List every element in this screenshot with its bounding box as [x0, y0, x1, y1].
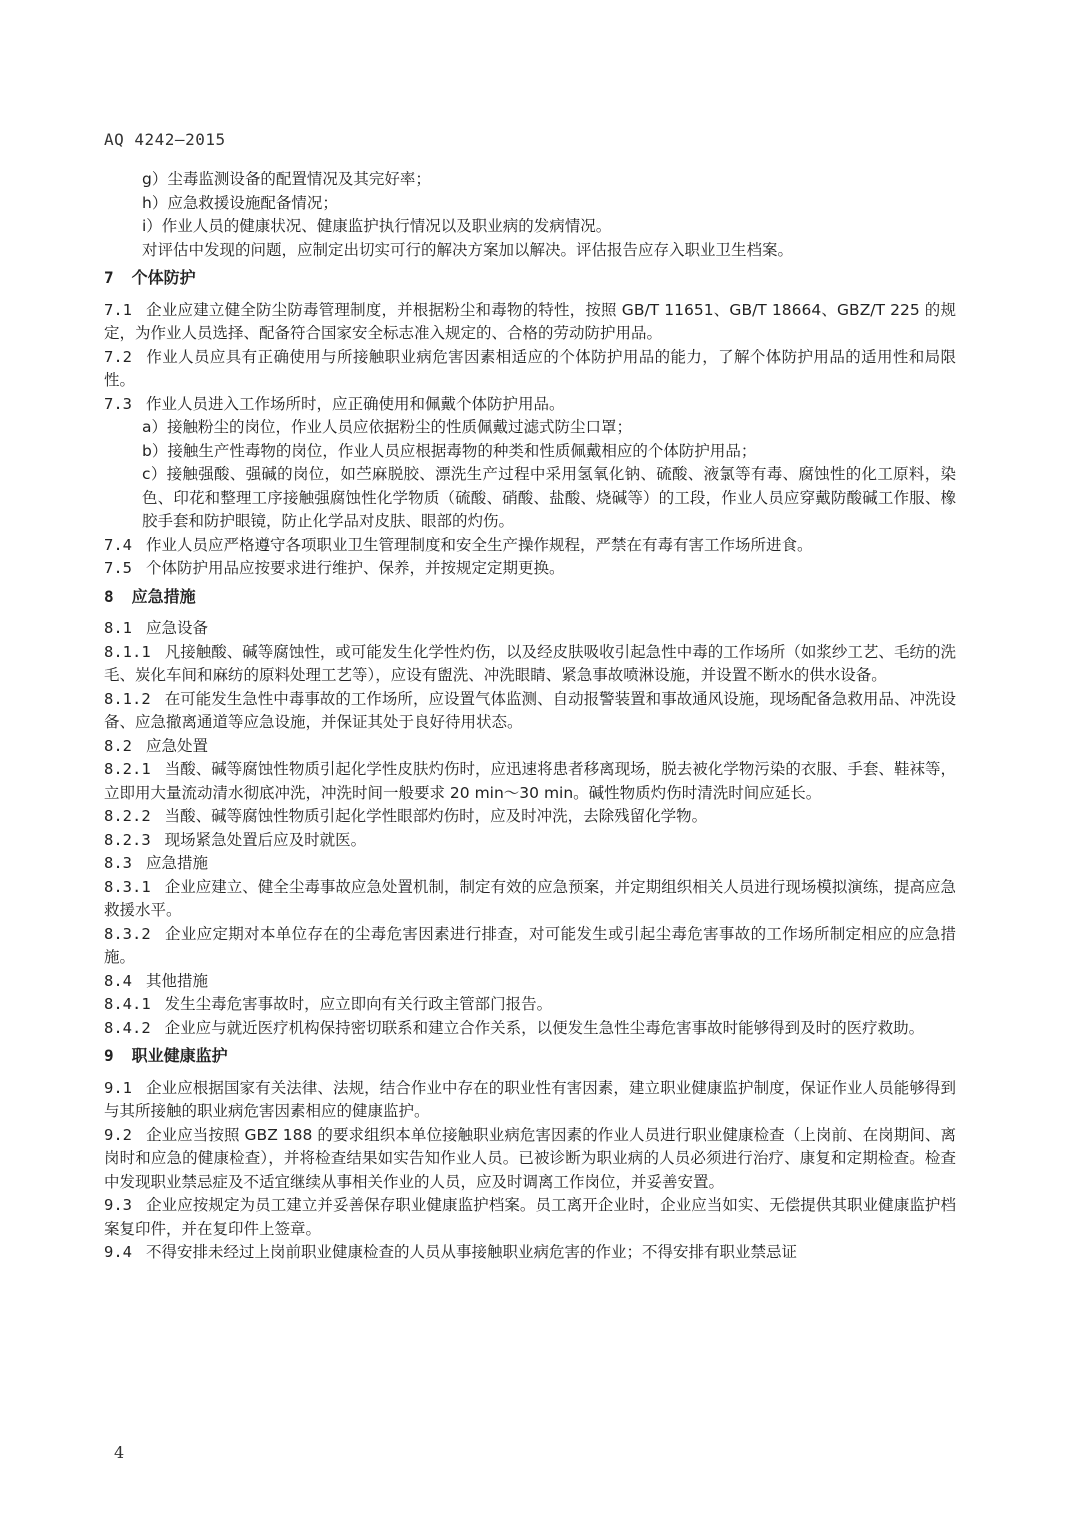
clause-number: 7.5 — [104, 559, 132, 577]
paragraph-text: 作业人员应具有正确使用与所接触职业病危害因素相适应的个体防护用品的能力，了解个体防护用品的适用性和局限性。 — [104, 347, 956, 389]
clause-paragraph — [104, 688, 956, 735]
paragraph-text: h）应急救援设施配备情况； — [142, 193, 338, 212]
clause-number: 8.4 — [104, 971, 132, 990]
section-heading — [104, 585, 956, 609]
paragraph-text: 作业人员进入工作场所时，应正确使用和佩戴个体防护用品。 — [146, 394, 565, 413]
clause-number: 8.4.2 — [104, 1018, 151, 1037]
paragraph-text: 企业应与就近医疗机构保持密切联系和建立合作关系，以便发生急性尘毒危害事故时能够得到及时的医疗救助。 — [164, 1018, 925, 1037]
clause-number: 8.3 — [104, 854, 132, 872]
clause-number: 9 — [104, 1046, 114, 1065]
paragraph-text: 应急措施 — [146, 854, 209, 872]
clause-number: 9.1 — [104, 1078, 132, 1097]
clause-paragraph — [104, 829, 956, 853]
clause-paragraph — [104, 993, 956, 1017]
clause-number: 8.2.3 — [104, 830, 151, 849]
clause-paragraph — [104, 393, 956, 417]
clause-number: 7.4 — [104, 535, 132, 554]
paragraph-text: 在可能发生急性中毒事故的工作场所，应设置气体监测、自动报警装置和事故通风设施，现场配备急救用品、冲洗设备、应急撤离通道等应急设施，并保证其处于良好待用状态。 — [104, 689, 956, 731]
paragraph-text: 企业应根据国家有关法律、法规，结合作业中存在的职业性有害因素，建立职业健康监护制度，保证作业人员能够得到与其所接触的职业病危害因素相应的健康监护。 — [104, 1078, 956, 1120]
paragraph-text: 个体防护用品应按要求进行维护、保养，并按规定定期更换。 — [146, 559, 565, 577]
clause-paragraph — [104, 970, 956, 994]
paragraph-text: 发生尘毒危害事故时，应立即向有关行政主管部门报告。 — [164, 995, 553, 1013]
paragraph-text: 应急处置 — [146, 736, 209, 755]
clause-number: 8.2 — [104, 736, 132, 755]
paragraph-text: c）接触强酸、强碱的岗位，如苎麻脱胶、漂洗生产过程中采用氢氧化钠、硫酸、液氯等有毒、腐蚀性的化工原料，染色、印花和整理工序接触强腐蚀性化学物质（硫酸、硝酸、盐酸、烧碱等）的工段，作业人员应穿戴防酸碱工作服、橡胶手套和防护眼镜，防止化学品对皮肤、眼部的灼伤。 — [142, 465, 956, 530]
list-item — [104, 192, 956, 216]
clause-paragraph — [104, 1017, 956, 1041]
clause-paragraph — [104, 1077, 956, 1124]
paragraph-text: 企业应按规定为员工建立并妥善保存职业健康监护档案。员工离开企业时，企业应当如实、无偿提供其职业健康监护档案复印件，并在复印件上签章。 — [104, 1196, 956, 1238]
list-item — [104, 239, 956, 263]
list-item — [104, 416, 956, 440]
clause-paragraph — [104, 1241, 956, 1265]
clause-number: 8.1.1 — [104, 642, 151, 661]
paragraph-text: i）作业人员的健康状况、健康监护执行情况以及职业病的发病情况。 — [142, 217, 612, 235]
clause-paragraph — [104, 923, 956, 970]
clause-paragraph — [104, 641, 956, 688]
paragraph-text: 其他措施 — [146, 971, 209, 990]
clause-paragraph — [104, 805, 956, 829]
clause-number: 7.3 — [104, 394, 132, 413]
paragraph-text: 应急设备 — [146, 619, 209, 637]
clause-number: 8.1.2 — [104, 689, 151, 708]
paragraph-text: b）接触生产性毒物的岗位，作业人员应根据毒物的种类和性质佩戴相应的个体防护用品； — [142, 441, 757, 460]
page-number: 4 — [114, 1443, 125, 1462]
paragraph-text: 当酸、碱等腐蚀性物质引起化学性皮肤灼伤时，应迅速将患者移离现场，脱去被化学物污染的衣服、手套、鞋袜等，立即用大量流动清水彻底冲洗，冲洗时间一般要求 20 min～30 min。碱性物质灼伤时清洗时间应延长。 — [104, 760, 956, 802]
paragraph-text: 当酸、碱等腐蚀性物质引起化学性眼部灼伤时，应及时冲洗，去除残留化学物。 — [164, 807, 708, 825]
clause-paragraph — [104, 534, 956, 558]
clause-number: 9.4 — [104, 1243, 132, 1261]
clause-number: 7.1 — [104, 300, 132, 319]
paragraph-text: 企业应建立健全防尘防毒管理制度，并根据粉尘和毒物的特性，按照 GB/T 11651、GB/T 18664、GBZ/T 225 的规定，为作业人员选择、配备符合国家安全标志准入规定的、合格的劳动防护用品。 — [104, 300, 956, 342]
paragraph-text: 企业应建立、健全尘毒事故应急处置机制，制定有效的应急预案，并定期组织相关人员进行现场模拟演练，提高应急救援水平。 — [104, 877, 956, 919]
clause-number: 7 — [104, 268, 114, 287]
clause-number: 8.2.2 — [104, 807, 151, 825]
clause-number: 8.2.1 — [104, 760, 151, 778]
clause-paragraph — [104, 876, 956, 923]
paragraph-text: g）尘毒监测设备的配置情况及其完好率； — [142, 170, 431, 188]
clause-number: 9.3 — [104, 1196, 132, 1214]
clause-number: 8.1 — [104, 619, 132, 637]
clause-number: 8.3.2 — [104, 924, 151, 943]
paragraph-text: 企业应当按照 GBZ 188 的要求组织本单位接触职业病危害因素的作业人员进行职业健康检查（上岗前、在岗期间、离岗时和应急的健康检查），并将检查结果如实告知作业人员。已被诊断为职业病的人员必须进行治疗、康复和定期检查。检查中发现职业禁忌症及不适宜继续从事相关作业的人员，应及时调离工作岗位，并妥善安置。 — [104, 1125, 956, 1191]
list-item — [104, 440, 956, 464]
paragraph-text: 作业人员应严格遵守各项职业卫生管理制度和安全生产操作规程，严禁在有毒有害工作场所进食。 — [146, 535, 813, 554]
paragraph-text: 凡接触酸、碱等腐蚀性，或可能发生化学性灼伤，以及经皮肤吸收引起急性中毒的工作场所（如浆纱工艺、毛纺的洗毛、炭化车间和麻纺的原料处理工艺等），应设有盥洗、冲洗眼睛、紧急事故喷淋设施，并设置不断水的供水设备。 — [104, 642, 956, 684]
list-item — [104, 168, 956, 192]
clause-paragraph — [104, 852, 956, 876]
paragraph-text: 企业应定期对本单位存在的尘毒危害因素进行排查，对可能发生或引起尘毒危害事故的工作场所制定相应的应急措施。 — [104, 924, 956, 966]
clause-paragraph — [104, 617, 956, 641]
paragraph-text: a）接触粉尘的岗位，作业人员应依据粉尘的性质佩戴过滤式防尘口罩； — [142, 418, 633, 436]
clause-paragraph — [104, 1194, 956, 1241]
clause-number: 7.2 — [104, 347, 132, 366]
clause-paragraph — [104, 735, 956, 759]
paragraph-text: 不得安排未经过上岗前职业健康检查的人员从事接触职业病危害的作业；不得安排有职业禁忌证 — [146, 1243, 798, 1261]
section-title: 应急措施 — [131, 586, 196, 606]
clause-paragraph — [104, 1124, 956, 1195]
clause-number: 8.4.1 — [104, 995, 151, 1013]
clause-paragraph — [104, 758, 956, 805]
clause-number: 8.3.1 — [104, 877, 151, 896]
section-title: 职业健康监护 — [131, 1046, 228, 1065]
clause-number: 8 — [104, 586, 114, 606]
clause-paragraph — [104, 299, 956, 346]
paragraph-text: 对评估中发现的问题，应制定出切实可行的解决方案加以解决。评估报告应存入职业卫生档案。 — [142, 240, 794, 259]
clause-paragraph — [104, 557, 956, 581]
standard-code-header: AQ 4242—2015 — [104, 130, 226, 149]
section-title: 个体防护 — [131, 268, 196, 287]
paragraph-text: 现场紧急处置后应及时就医。 — [164, 830, 367, 849]
section-heading — [104, 1044, 956, 1068]
clause-paragraph — [104, 346, 956, 393]
document-body — [104, 168, 956, 1265]
list-item — [104, 463, 956, 534]
section-heading — [104, 266, 956, 290]
clause-number: 9.2 — [104, 1125, 132, 1144]
list-item — [104, 215, 956, 239]
